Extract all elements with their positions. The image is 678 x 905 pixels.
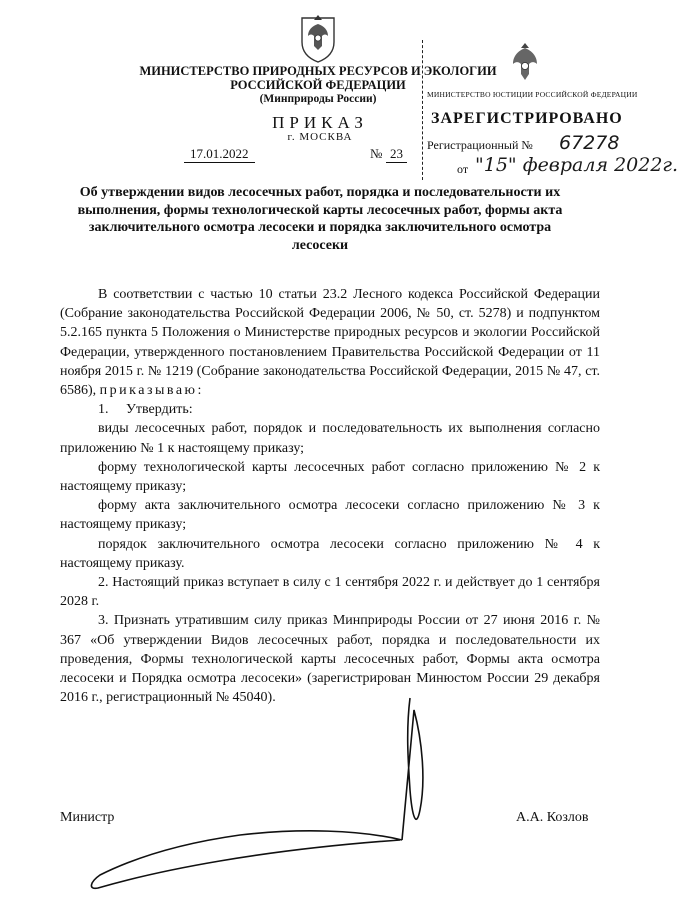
stamp-status: ЗАРЕГИСТРИРОВАНО [431,110,623,127]
item-1-head-text: Утвердить: [126,402,193,418]
item-1-b: форму технологической карты лесосечных работ согласно приложению № 2 к настоящему приказу; [60,459,600,495]
stamp-reg-label: Регистрационный № [427,138,533,152]
city-label: г. МОСКВА [287,131,353,143]
item-1-a: виды лесосечных работ, порядок и последовательность их выполнения согласно приложению № 1 к настоящему приказу; [60,421,600,456]
item-1-c: форму акта заключительного осмотра лесосеки согласно приложению № 3 к настоящему приказу; [60,498,600,533]
order-number: 23 [386,146,407,163]
item-1-d: порядок заключительного осмотра лесосеки согласно приложению № 4 к настоящему приказу. [60,536,600,571]
order-number-label: № [370,146,383,161]
ministry-line-2: РОССИЙСКОЙ ФЕДЕРАЦИИ [230,78,406,92]
stamp-emblem [505,42,545,88]
document-body [60,285,600,707]
signature-scribble [80,690,440,905]
ministry-line-1: МИНИСТЕРСТВО ПРИРОДНЫХ РЕСУРСОВ И ЭКОЛОГИИ [139,64,497,78]
stamp-reg-number: 67278 [559,132,620,154]
item-3: 3. Признать утратившим силу приказ Минприроды России от 27 июня 2016 г. № 367 «Об утверждении Видов лесосечных работ, порядка и последовательности их проведения, Формы технологической карты лесосечных работ, Формы акта осмотра лесосеки и Порядка осмотра лесосеки» (зарегистрирован Минюстом России 29 декабря 2016 г., регистрационный № 45040). [60,613,600,706]
signer-name: А.А. Козлов [516,810,589,825]
doc-type-heading: ПРИКАЗ [272,113,368,132]
document-title: Об утверждении видов лесосечных работ, порядка и последовательности их выполнения, формы технологической карты лесосечных работ, формы акта заключительного осмотра лесосеки и порядка заключительного осмотра лесосеки [77,185,563,253]
registration-stamp [422,40,678,180]
item-1-number: 1. [98,402,109,418]
ministry-short-name: (Минприроды России) [259,93,377,105]
item-1-heading [60,400,600,419]
stamp-date-prefix: от [457,162,469,176]
preamble-text: В соответствии с частью 10 статьи 23.2 Лесного кодекса Российской Федерации (Собрание законодательства Российской Федерации 2006, № 50, ст. 5278) и подпунктом 5.2.165 пункта 5 Положения о Министерстве природных ресурсов и экологии Российской Федерации, утвержденного постановлением Правительства Российской Федерации от 11 ноября 2015 г. № 1219 (Собрание законодательства Российской Федерации, 2015 № 47, ст. 6586), [60,287,600,399]
stamp-date-value: "15" февраля 2022г. [475,154,678,176]
coat-of-arms-emblem [298,12,338,64]
preamble-paragraph [60,285,600,400]
signer-position: Министр [60,810,115,825]
stamp-org: МИНИСТЕРСТВО ЮСТИЦИИ РОССИЙСКОЙ ФЕДЕРАЦИИ [427,90,638,99]
order-word: приказываю: [99,383,204,399]
order-date: 17.01.2022 [184,146,255,163]
item-2: 2. Настоящий приказ вступает в силу с 1 сентября 2022 г. и действует до 1 сентября 2028 г. [60,575,600,610]
